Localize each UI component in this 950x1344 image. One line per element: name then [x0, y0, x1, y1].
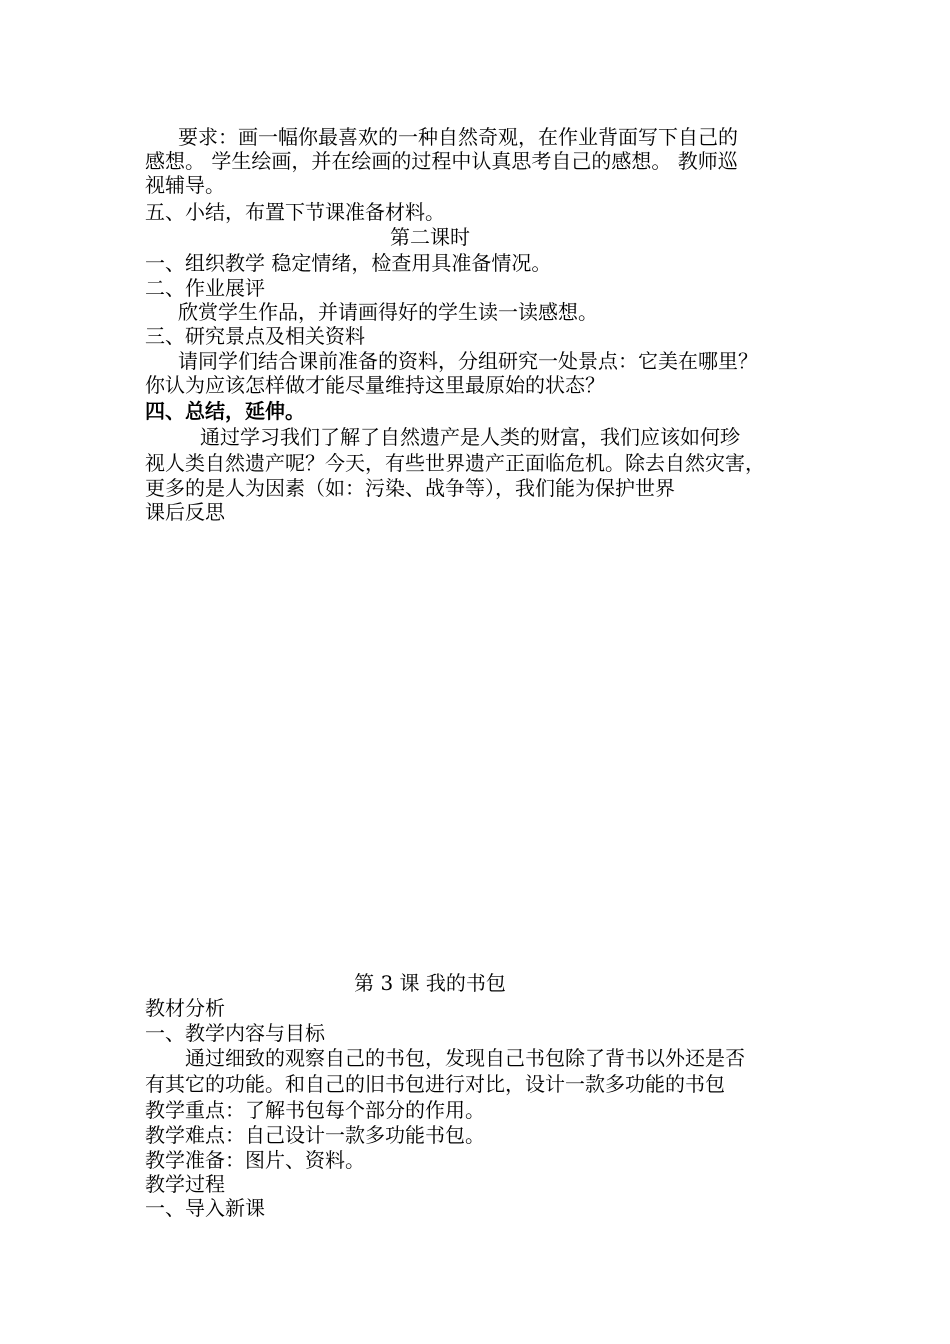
content-line-1: 通过细致的观察自己的书包，发现自己书包除了背书以外还是否 [185, 1046, 745, 1070]
intro: 一、导入新课 [145, 1196, 265, 1220]
item-three-line-2: 你认为应该怎样做才能尽量维持这里最原始的状态？ [145, 373, 605, 397]
item-four: 四、总结，延伸。 [145, 399, 305, 423]
heading-lesson-2: 第二课时 [390, 225, 470, 249]
item-three-line-1: 请同学们结合课前准备的资料，分组研究一处景点：它美在哪里？ [178, 349, 758, 373]
preparation: 教学准备：图片、资料。 [145, 1148, 365, 1172]
item-one: 一、组织教学 稳定情绪，检查用具准备情况。 [145, 251, 552, 275]
material-analysis: 教材分析 [145, 996, 225, 1020]
summary-line-3: 更多的是人为因素（如：污染、战争等），我们能为保护世界 [145, 476, 675, 500]
content-line-2: 有其它的功能。和自己的旧书包进行对比，设计一款多功能的书包 [145, 1072, 725, 1096]
item-two-text: 欣赏学生作品，并请画得好的学生读一读感想。 [178, 300, 598, 324]
requirement-line-2: 感想。 学生绘画，并在绘画的过程中认真思考自己的感想。 教师巡 [145, 149, 738, 173]
summary-line-1: 通过学习我们了解了自然遗产是人类的财富，我们应该如何珍 [200, 425, 740, 449]
process: 教学过程 [145, 1172, 225, 1196]
requirement-line-3: 视辅导。 [145, 173, 225, 197]
content-goals: 一、教学内容与目标 [145, 1021, 325, 1045]
item-five: 五、小结，布置下节课准备材料。 [145, 200, 445, 224]
lesson-title: 第 3 课 我的书包 [354, 971, 506, 995]
summary-line-2: 视人类自然遗产呢？今天，有些世界遗产正面临危机。除去自然灾害， [145, 451, 765, 475]
difficulty: 教学难点：自己设计一款多功能书包。 [145, 1123, 485, 1147]
requirement-line-1: 要求：画一幅你最喜欢的一种自然奇观，在作业背面写下自己的 [178, 125, 738, 149]
item-two: 二、作业展评 [145, 276, 265, 300]
item-three: 三、研究景点及相关资料 [145, 324, 365, 348]
key-point: 教学重点：了解书包每个部分的作用。 [145, 1098, 485, 1122]
reflection-heading: 课后反思 [145, 500, 225, 524]
